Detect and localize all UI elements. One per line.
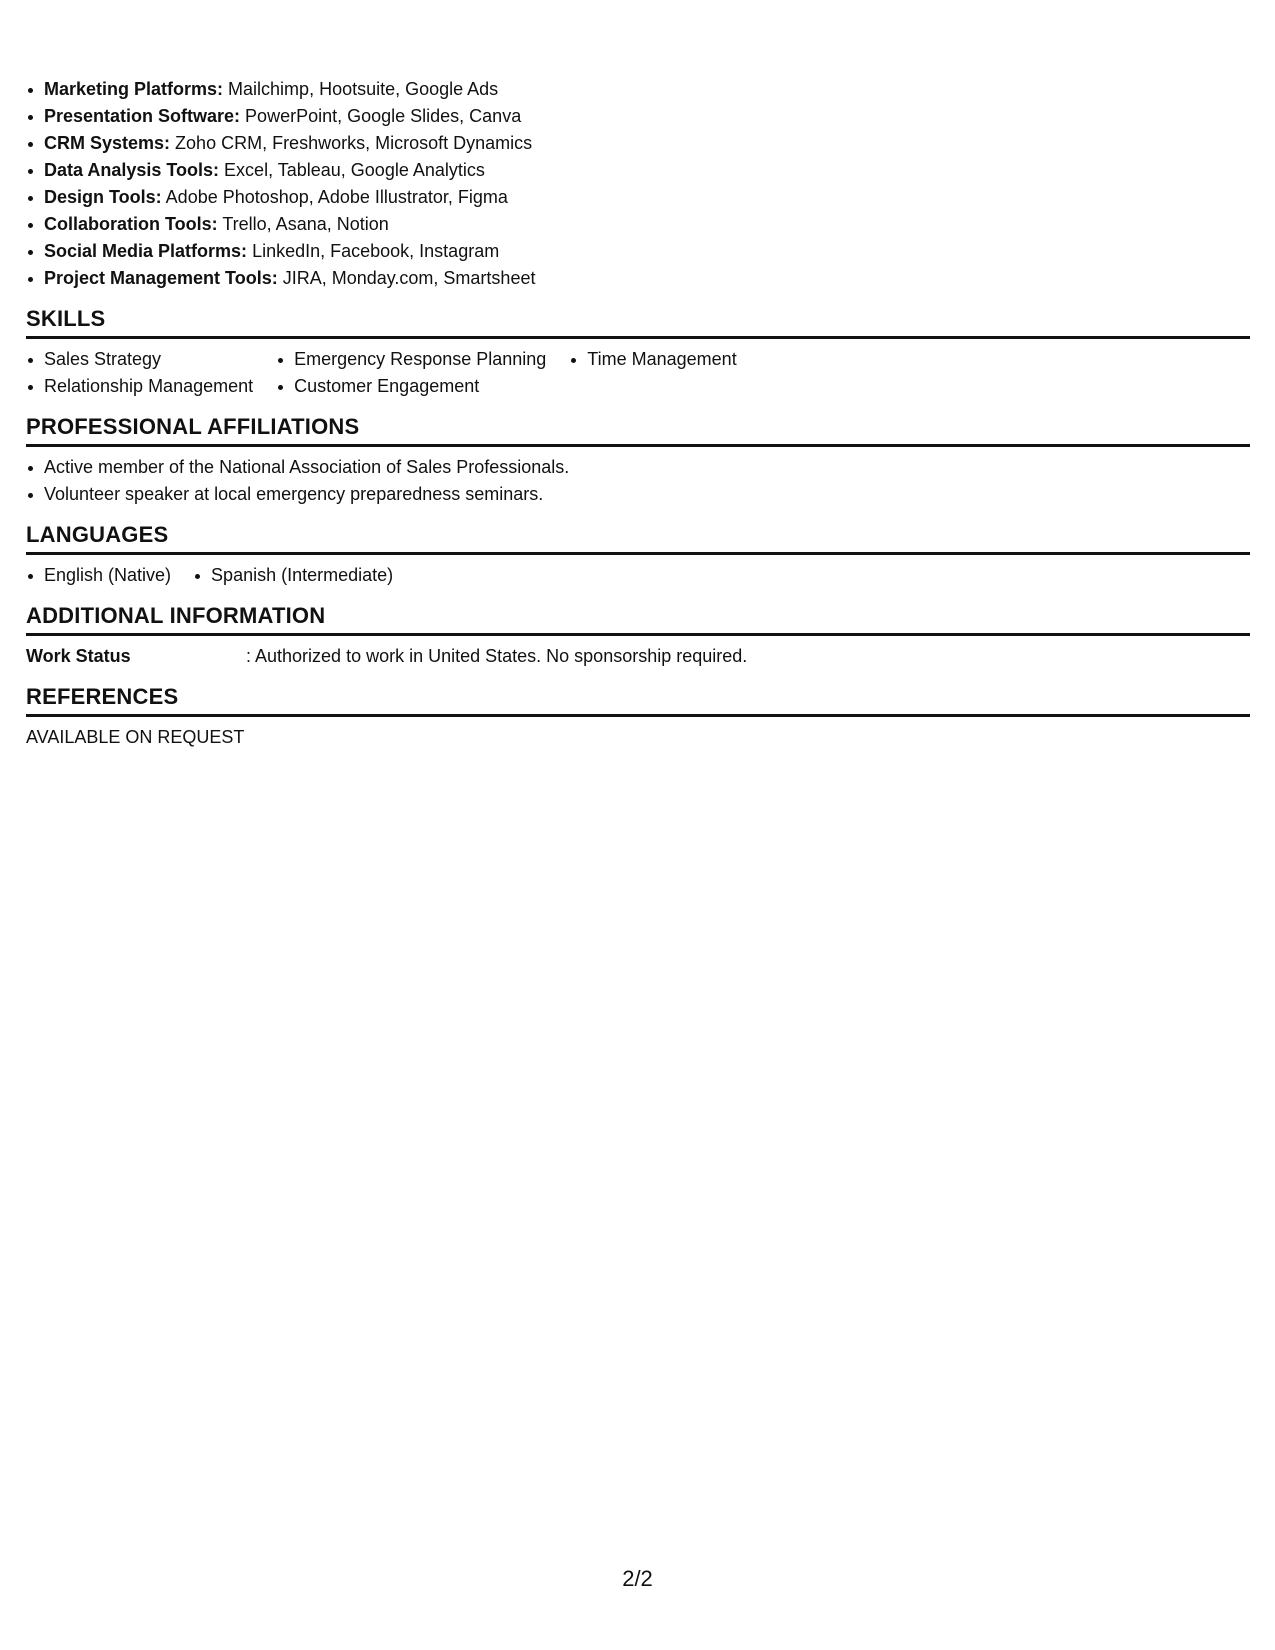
work-status-value: : Authorized to work in United States. No sponsorship required.: [246, 646, 748, 666]
tool-value: Trello, Asana, Notion: [217, 214, 389, 234]
affiliation-item: Volunteer speaker at local emergency preparedness seminars.: [26, 481, 1250, 508]
work-status-row: [26, 643, 1250, 670]
skill-item: Time Management: [569, 346, 736, 373]
affiliations-heading: PROFESSIONAL AFFILIATIONS: [26, 414, 1250, 447]
skill-item: Customer Engagement: [276, 373, 546, 400]
skills-heading: SKILLS: [26, 306, 1250, 339]
affiliation-item: Active member of the National Association of Sales Professionals.: [26, 454, 1250, 481]
tool-label: Design Tools:: [44, 187, 162, 207]
tool-value: Adobe Photoshop, Adobe Illustrator, Figma: [161, 187, 508, 207]
tool-value: Mailchimp, Hootsuite, Google Ads: [223, 79, 499, 99]
tool-label: Presentation Software:: [44, 106, 241, 126]
tool-value: Zoho CRM, Freshworks, Microsoft Dynamics: [170, 133, 533, 153]
tool-item: [26, 130, 1250, 157]
tool-label: Marketing Platforms:: [44, 79, 224, 99]
skills-column: [26, 346, 253, 400]
languages-heading: LANGUAGES: [26, 522, 1250, 555]
references-text: AVAILABLE ON REQUEST: [26, 727, 245, 747]
skill-item: Sales Strategy: [26, 346, 253, 373]
tools-list: [26, 76, 1250, 292]
tool-item: [26, 76, 1250, 103]
affiliations-list: [26, 454, 1250, 508]
tool-value: PowerPoint, Google Slides, Canva: [240, 106, 522, 126]
additional-info-heading: ADDITIONAL INFORMATION: [26, 603, 1250, 636]
tool-label: Data Analysis Tools:: [44, 160, 220, 180]
tool-label: Social Media Platforms:: [44, 241, 248, 261]
tool-label: CRM Systems:: [44, 133, 171, 153]
references-heading: REFERENCES: [26, 684, 1250, 717]
tool-value: JIRA, Monday.com, Smartsheet: [277, 268, 536, 288]
tool-item: [26, 157, 1250, 184]
tool-value: Excel, Tableau, Google Analytics: [219, 160, 485, 180]
skill-item: Relationship Management: [26, 373, 253, 400]
tool-label: Collaboration Tools:: [44, 214, 218, 234]
language-item: English (Native): [26, 562, 171, 589]
tool-label: Project Management Tools:: [44, 268, 278, 288]
work-status-label: Work Status: [26, 646, 131, 666]
skills-column: [276, 346, 546, 400]
tool-item: [26, 184, 1250, 211]
tool-value: LinkedIn, Facebook, Instagram: [247, 241, 500, 261]
skills-columns: [26, 346, 1250, 400]
tool-item: [26, 103, 1250, 130]
tool-item: [26, 265, 1250, 292]
tool-item: [26, 211, 1250, 238]
language-item: Spanish (Intermediate): [193, 562, 393, 589]
resume-page: [26, 76, 1250, 751]
skill-item: Emergency Response Planning: [276, 346, 546, 373]
skills-column: [569, 346, 736, 373]
tool-item: [26, 238, 1250, 265]
languages-list: [26, 562, 1250, 589]
page-number: 2/2: [622, 1566, 653, 1591]
